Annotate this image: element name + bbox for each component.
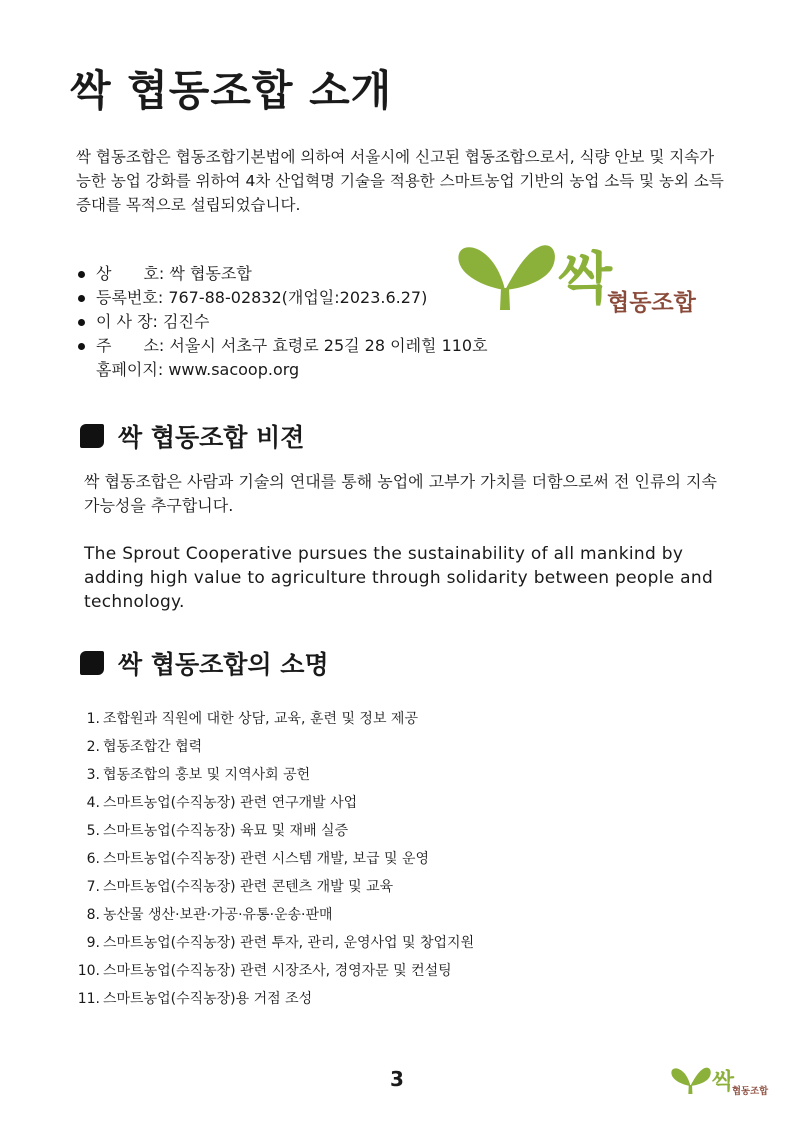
sprout-leaf-left (671, 1068, 690, 1085)
mission-text: 스마트농업(수직농장) 육묘 및 재배 실증 (103, 823, 349, 839)
vision-korean: 싹 협동조합은 사람과 기술의 연대를 통해 농업에 고부가 가치를 더함으로써 전 인류의 지속가능성을 추구합니다. (84, 472, 717, 515)
heading-marker-icon (80, 651, 104, 675)
mission-item (70, 957, 474, 985)
mission-item (70, 817, 474, 845)
mission-number: 8. (86, 907, 100, 923)
mission-item (70, 873, 474, 901)
mission-item (70, 761, 474, 789)
heading-marker-icon (80, 424, 104, 448)
page-number: 3 (390, 1067, 404, 1091)
info-value: 김진수 (163, 312, 210, 331)
mission-text: 협동조합간 협력 (103, 739, 203, 755)
info-label: 홈페이지 (96, 360, 158, 379)
sprout-leaf-right (505, 245, 555, 290)
mission-number: 3. (86, 767, 100, 783)
mission-number: 9. (86, 935, 100, 951)
info-label: 등록번호 (96, 288, 158, 307)
mission-text: 농산물 생산·보관·가공·유통·운송·판매 (103, 907, 333, 923)
mission-text: 스마트농업(수직농장)용 거점 조성 (103, 991, 313, 1007)
info-value: 싹 협동조합 (169, 264, 252, 283)
mission-item (70, 985, 474, 1013)
mission-item (70, 845, 474, 873)
logo-mark-text: 싹 (712, 1069, 735, 1096)
info-item-ceo: 이 사 장: 김진수 (76, 310, 556, 334)
info-value: 767-88-02832(개업일:2023.6.27) (168, 288, 428, 307)
mission-item (70, 901, 474, 929)
mission-item (70, 929, 474, 957)
intro-paragraph: 싹 협동조합은 협동조합기본법에 의하여 서울시에 신고된 협동조합으로서, 식량 안보 및 지속가능한 농업 강화를 위하여 4차 산업혁명 기술을 적용한 스마트농업 기반의 농업 소득 및 농외 소득 증대를 목적으로 설립되었습니다. (76, 148, 724, 214)
info-item-address: 주 소: 서울시 서초구 효령로 25길 28 이레힐 110호 (76, 334, 556, 358)
vision-english: The Sprout Cooperative pursues the sustainability of all mankind by adding high value to agriculture through solidarity between people and technology. (84, 544, 714, 612)
sprout-leaf-right (690, 1068, 710, 1086)
mission-number: 10. (77, 963, 100, 979)
mission-text: 스마트농업(수직농장) 관련 시장조사, 경영자문 및 컨설팅 (103, 963, 452, 979)
info-value: 서울시 서초구 효령로 25길 28 이레힐 110호 (169, 336, 488, 355)
mission-text: 조합원과 직원에 대한 상담, 교육, 훈련 및 정보 제공 (103, 711, 418, 727)
info-label: 주 소 (96, 336, 159, 355)
info-item-registration: 등록번호: 767-88-02832(개업일:2023.6.27) (76, 286, 556, 310)
mission-heading-text: 싹 협동조합의 소명 (118, 650, 329, 679)
info-value[interactable]: www.sacoop.org (168, 360, 300, 379)
mission-number: 11. (77, 991, 100, 1007)
logo-mark-text: 싹 (558, 247, 613, 312)
mission-number: 1. (86, 711, 100, 727)
mission-text: 협동조합의 홍보 및 지역사회 공헌 (103, 767, 311, 783)
page-title: 싹 협동조합 소개 (70, 66, 393, 115)
info-label: 이 사 장 (96, 312, 153, 331)
logo-sub-text: 협동조합 (731, 1086, 769, 1098)
company-logo (455, 238, 710, 323)
footer-logo (670, 1063, 774, 1101)
logo-sub-text: 협동조합 (607, 290, 696, 316)
mission-number: 5. (86, 823, 100, 839)
mission-text: 스마트농업(수직농장) 관련 연구개발 사업 (103, 795, 358, 811)
mission-number: 7. (86, 879, 100, 895)
sprout-stem (688, 1085, 692, 1094)
mission-text: 스마트농업(수직농장) 관련 콘텐츠 개발 및 교육 (103, 879, 394, 895)
mission-item (70, 733, 474, 761)
mission-number: 6. (86, 851, 100, 867)
info-item-name: 상 호: 싹 협동조합 (76, 262, 556, 286)
vision-heading-text: 싹 협동조합 비젼 (118, 423, 305, 452)
mission-number: 2. (86, 739, 100, 755)
info-label: 상 호 (96, 264, 159, 283)
vision-heading (80, 418, 304, 454)
info-item-homepage: 홈페이지: www.sacoop.org (96, 360, 300, 379)
mission-text: 스마트농업(수직농장) 관련 시스템 개발, 보급 및 운영 (103, 851, 430, 867)
mission-item (70, 789, 474, 817)
sprout-leaf-left (458, 247, 505, 290)
mission-text: 스마트농업(수직농장) 관련 투자, 관리, 운영사업 및 창업지원 (103, 935, 475, 951)
mission-heading (80, 645, 329, 681)
sprout-stem (500, 288, 510, 310)
mission-item (70, 705, 474, 733)
mission-number: 4. (86, 795, 100, 811)
mission-list (70, 705, 474, 1013)
